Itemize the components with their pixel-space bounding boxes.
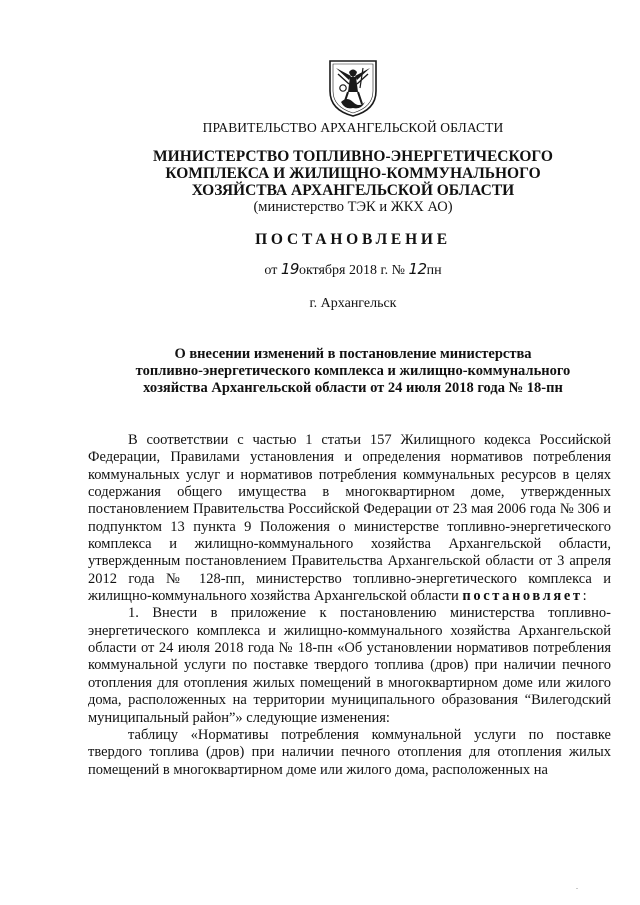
document-date-number [60,260,640,279]
item-1-paragraph: 1. Внести в приложение к постановлению министерства топливно-энергетического комплекса и жилищно-коммунального хозяйства Архангельской области от 24 июля 2018 года № 18-пн «Об установлении нормативов потребления коммунальной услуги по поставке твердого топлива (дров) при наличии печного отопления для отопления жилых помещений в многоквартирном доме или жилого дома, расположенных на территории муниципального образования “Вилегодский муниципальный район”» следующие изменения: [88,605,611,726]
ministry-name-line: КОМПЛЕКСА И ЖИЛИЩНО-КОММУНАЛЬНОГО [165,165,541,182]
title-line: хозяйства Архангельской области от 24 июля 2018 года № 18-пн [143,380,563,396]
date-prefix: от [264,263,278,278]
title-line: топливно-энергетического комплекса и жилищно-коммунального [135,363,571,379]
number-suffix: пн [426,263,442,278]
table-change-paragraph: таблицу «Нормативы потребления коммунальной услуги по поставке твердого топлива (дров) при наличии печного отопления для отопления жилых помещений в многоквартирном доме или жилого дома, расположенных на [88,726,611,778]
ministry-name [60,148,640,199]
ministry-name-line: МИНИСТЕРСТВО ТОПЛИВНО-ЭНЕРГЕТИЧЕСКОГО [153,148,553,165]
document-type: ПОСТАНОВЛЕНИЕ [255,231,451,248]
ministry-abbreviation: (министерство ТЭК и ЖКХ АО) [253,199,453,215]
preamble-paragraph [88,432,611,605]
date-month-year: октября 2018 г. № [298,263,406,278]
page-mark: . [576,882,578,891]
preamble-text: В соответствии с частью 1 статьи 157 Жилищного кодекса Российской Федерации, Правилами установления и определения нормативов потребления коммунальных услуг и нормативов потребления коммунальных ресурсов в целях содержания общего имущества в многоквартирном доме, утвержденных постановлением Правительства Российской Федерации от 23 мая 2006 года № 306 и подпунктом 13 пункта 9 Положения о министерстве топливно-энергетического комплекса и жилищно-коммунального хозяйства Архангельской области, утвержденным постановлением Правительства Архангельской области от 3 апреля 2012 года № 128-пп, министерство топливно-энергетического комплекса и жилищно-коммунального хозяйства Архангельской области [88,432,611,605]
preamble-end: : [582,588,587,605]
city: г. Архангельск [309,296,397,311]
coat-of-arms-icon [327,58,379,118]
handwritten-day: 19 [280,260,299,278]
resolves-word: постановляет [462,588,583,605]
government-name: ПРАВИТЕЛЬСТВО АРХАНГЕЛЬСКОЙ ОБЛАСТИ [202,120,504,135]
document-body [88,432,611,779]
document-title [64,346,640,397]
title-line: О внесении изменений в постановление министерства [174,346,532,362]
ministry-name-line: ХОЗЯЙСТВА АРХАНГЕЛЬСКОЙ ОБЛАСТИ [191,182,515,199]
handwritten-number: 12 [408,260,427,278]
